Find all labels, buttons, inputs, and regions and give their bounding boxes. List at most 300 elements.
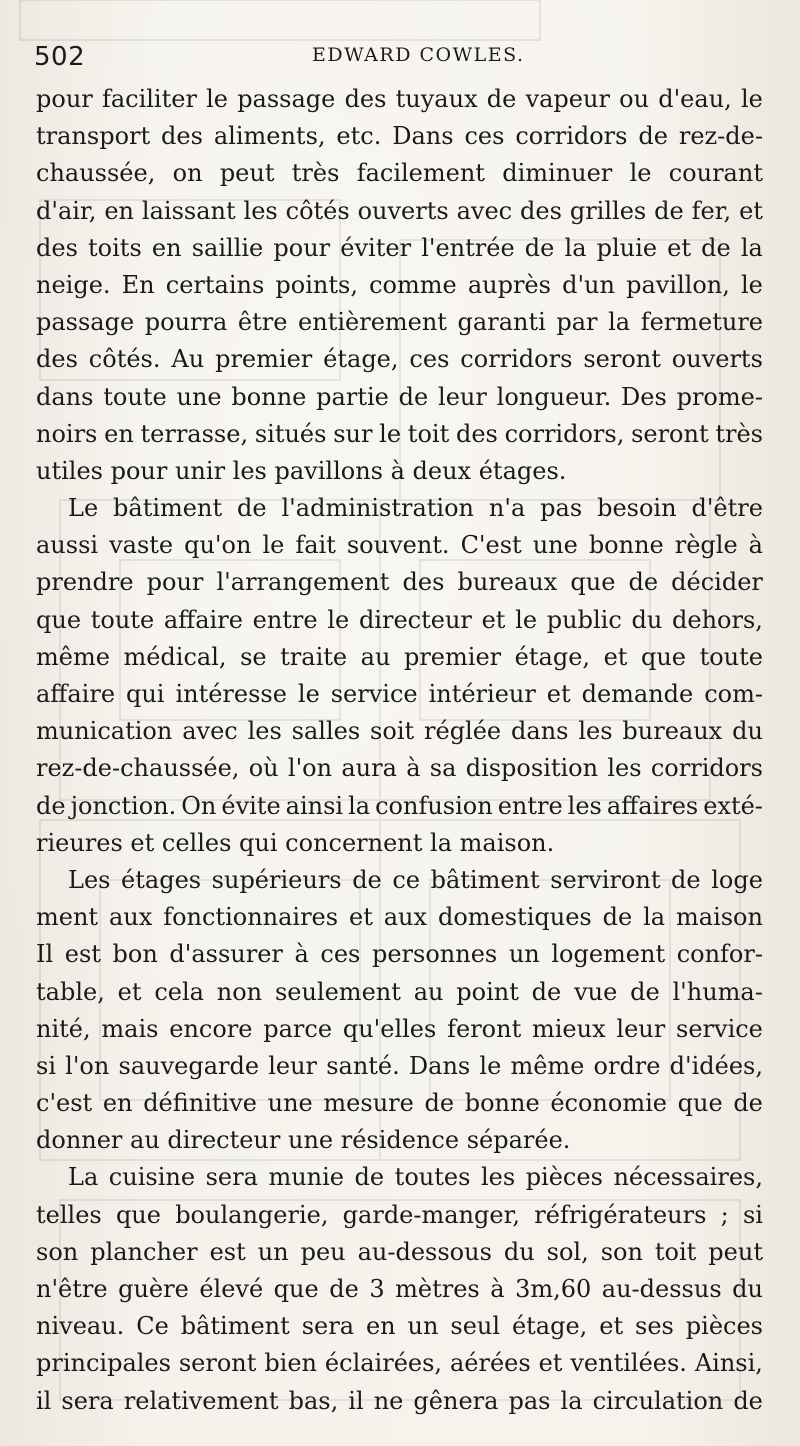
word: bâtiment (113, 494, 223, 523)
word: les (480, 1163, 516, 1192)
word: son (600, 1237, 643, 1266)
word: Ainsi, (694, 1349, 763, 1378)
word: le (327, 605, 350, 634)
word: du (631, 605, 663, 634)
text-line (36, 899, 763, 936)
word: si (742, 1200, 763, 1229)
word: étage, (514, 642, 591, 671)
word: la (643, 903, 666, 932)
word: se (240, 642, 267, 671)
text-line (36, 974, 763, 1011)
word: sera (301, 1312, 355, 1341)
word: cuisine (108, 1163, 196, 1192)
word: pluie (596, 233, 658, 262)
text-line (36, 1271, 763, 1308)
word: en (365, 1312, 396, 1341)
text-line (36, 1234, 763, 1271)
word: c'est (36, 1089, 93, 1118)
word: du (732, 717, 763, 746)
word: l'entrée (421, 233, 515, 262)
word: toits (88, 233, 142, 262)
word: directeur (358, 605, 472, 634)
word: très (291, 159, 340, 188)
word: ouverts (357, 196, 449, 225)
word: guère (118, 1275, 189, 1303)
word: la (560, 1386, 583, 1415)
page-number: 502 (34, 42, 86, 72)
word: entièrement (298, 308, 447, 337)
text-line (36, 490, 763, 527)
word: munie (268, 1163, 344, 1192)
word: de (701, 233, 731, 262)
word: et (739, 196, 763, 225)
word: rez-de-chaussée, (36, 754, 240, 783)
word: toute (90, 605, 155, 634)
word: etc. (336, 122, 382, 151)
word: prome- (676, 382, 763, 411)
word: que (570, 568, 616, 597)
word: que (273, 1275, 319, 1303)
word: partie (316, 382, 389, 411)
word: seront (631, 419, 709, 448)
word: public (546, 605, 622, 634)
word: sol, (546, 1237, 589, 1266)
word: de (36, 791, 66, 820)
word: bien (264, 1349, 318, 1378)
word: de (329, 1275, 359, 1303)
word: pourra (144, 308, 228, 337)
word: de (733, 1089, 763, 1118)
word: à (490, 1275, 505, 1303)
word: le (629, 159, 652, 188)
word: par (556, 308, 598, 337)
word: au (360, 642, 391, 671)
word: le (379, 419, 402, 448)
word: premier (403, 642, 502, 671)
text-line (36, 602, 763, 639)
word: transport (36, 122, 151, 151)
word: un (407, 1312, 439, 1341)
word: du (503, 1237, 535, 1266)
word: ainsi (285, 791, 344, 820)
text-line (36, 1159, 763, 1196)
word: munication (36, 717, 173, 746)
word: est (209, 1237, 246, 1266)
word: de (524, 233, 555, 262)
word: Des (621, 382, 667, 411)
word: La (68, 1163, 99, 1192)
word: des (344, 85, 387, 113)
text-line (36, 1308, 763, 1345)
word: longueur. (496, 382, 612, 411)
word: dans (36, 382, 94, 411)
word: pièces (685, 1312, 763, 1341)
word: cela (154, 977, 204, 1006)
text-line (36, 862, 763, 899)
word: pas (540, 494, 583, 523)
word: décider (671, 568, 763, 597)
word: l'on (65, 1051, 110, 1080)
word: en (104, 419, 134, 448)
word: de (602, 903, 633, 932)
word: pour (273, 233, 331, 262)
word: vaste (109, 531, 174, 560)
word: principales (36, 1349, 171, 1378)
word: fermeture (640, 308, 763, 337)
word: points, (275, 270, 358, 299)
word: n'être (36, 1275, 108, 1303)
word: ne (373, 1386, 404, 1415)
word: des (36, 345, 78, 374)
word: intérieur (428, 680, 536, 708)
word: ventilées. (570, 1349, 687, 1378)
text-line (36, 1085, 763, 1122)
word: 3 (369, 1275, 385, 1303)
word: tuyaux (395, 85, 478, 113)
word: bonne (464, 1089, 540, 1118)
word: les (243, 196, 278, 225)
word: d'assurer (169, 940, 283, 969)
word: ordre (593, 1051, 661, 1080)
word: diminuer (502, 159, 613, 188)
word: bonne (231, 382, 307, 411)
word: toute (103, 382, 167, 411)
word: sera (61, 1386, 114, 1415)
word: grilles (569, 196, 647, 225)
word: fait (295, 531, 336, 560)
word: un (508, 940, 540, 969)
word: bâtiment (430, 865, 540, 894)
word: supérieurs (211, 865, 342, 894)
text-line: rieures et celles qui concernent la maison. (36, 828, 555, 857)
word: des (455, 419, 498, 448)
word: même (510, 1051, 585, 1080)
word: bureaux (457, 568, 558, 597)
word: et (603, 642, 628, 671)
word: mais (101, 1014, 159, 1043)
word: seulement (274, 977, 401, 1006)
word: Ce (136, 1312, 169, 1341)
word: 3m,60 (515, 1275, 592, 1303)
word: affaire (36, 680, 116, 708)
word: leur (616, 1014, 666, 1043)
word: une (176, 382, 222, 411)
word: feront (447, 1014, 522, 1043)
text-line (36, 193, 763, 230)
word: et (538, 1349, 563, 1378)
text-line (36, 341, 763, 378)
word: réfrigérateurs (534, 1200, 707, 1229)
word: une (532, 531, 578, 560)
word: ce (392, 865, 420, 894)
text-line (36, 304, 763, 341)
word: éviter (340, 233, 412, 262)
text-line (36, 639, 763, 676)
word: l'huma- (672, 977, 763, 1006)
word: courant (668, 159, 763, 188)
word: l'arrangement (216, 568, 390, 597)
word: seront (178, 1349, 257, 1378)
word: et (348, 903, 373, 932)
text-line (36, 155, 763, 192)
text-line (36, 267, 763, 304)
word: de (628, 568, 659, 597)
word: son (36, 1237, 79, 1266)
word: corridors (515, 122, 628, 151)
word: telles (36, 1200, 102, 1229)
word: dans (511, 717, 569, 746)
text-line (36, 676, 763, 713)
word: dehors, (672, 605, 763, 634)
word: Au (171, 345, 205, 374)
word: vue (574, 977, 618, 1006)
word: au (413, 977, 444, 1006)
word: auprès (467, 270, 551, 299)
word: définitive (143, 1089, 257, 1118)
word: confor- (676, 940, 763, 969)
word: à (406, 754, 421, 783)
word: l'administration (281, 494, 474, 523)
word: boulangerie, (175, 1200, 329, 1229)
text-line: donner au directeur une résidence séparée. (36, 1126, 571, 1155)
word: ces (464, 122, 505, 151)
word: serviront (550, 865, 661, 894)
word: d'eau, (658, 85, 732, 113)
word: affaire (163, 605, 243, 634)
word: santé. (326, 1051, 400, 1080)
text-line (36, 416, 763, 453)
word: relativement (123, 1386, 279, 1415)
word: de (654, 196, 684, 225)
page-header (34, 40, 764, 74)
word: et (599, 1312, 624, 1341)
body-text (36, 81, 763, 1420)
running-head: EDWARD COWLES. (312, 44, 525, 66)
word: neige. (36, 270, 111, 299)
word: entre (252, 605, 318, 634)
word: d'air, (36, 196, 97, 225)
word: toutes (394, 1163, 471, 1192)
word: Le (68, 494, 99, 523)
word: comme (369, 270, 457, 299)
word: facilement (356, 159, 485, 188)
word: situés (254, 419, 327, 448)
word: nité, (36, 1014, 91, 1043)
word: un (257, 1237, 289, 1266)
word: exté- (703, 791, 763, 820)
word: que (677, 1089, 723, 1118)
word: éclairées, (324, 1349, 443, 1378)
word: seront (583, 345, 661, 374)
word: aussi (36, 531, 99, 560)
text-line (36, 1345, 763, 1382)
word: qui (125, 680, 165, 708)
word: pour (36, 85, 93, 113)
text-line (36, 230, 763, 267)
word: pièces (525, 1163, 603, 1192)
word: même (36, 642, 110, 671)
word: disposition (465, 754, 599, 783)
word: maison (676, 903, 763, 932)
word: loge (711, 865, 763, 894)
word: jonction. (70, 791, 177, 820)
word: les (567, 791, 602, 820)
text-line (36, 750, 763, 787)
word: la (740, 233, 763, 262)
word: évite (221, 791, 281, 820)
word: Il (36, 940, 54, 969)
word: une (267, 1089, 313, 1118)
word: qu'elles (342, 1014, 437, 1043)
word: il (36, 1386, 52, 1415)
word: toit (654, 1237, 697, 1266)
word: fer, (691, 196, 732, 225)
word: n'a (488, 494, 526, 523)
word: corridors (650, 754, 763, 783)
word: où (248, 754, 279, 783)
text-line (36, 81, 763, 118)
word: et (667, 233, 692, 262)
word: de (733, 1386, 763, 1415)
word: des (402, 568, 445, 597)
word: domestiques (437, 903, 592, 932)
word: bonne (588, 531, 664, 560)
word: la (564, 233, 587, 262)
word: faciliter (101, 85, 197, 113)
word: d'un (562, 270, 615, 299)
word: prendre (36, 568, 134, 597)
word: à (748, 531, 763, 560)
word: au-dessus (601, 1275, 722, 1303)
word: le (741, 270, 763, 299)
word: on (172, 159, 203, 188)
word: intéresse (175, 680, 287, 708)
text-line (36, 1383, 763, 1420)
word: confusion (375, 791, 493, 820)
word: des (36, 233, 78, 262)
word: affaires (606, 791, 699, 820)
word: d'être (691, 494, 763, 523)
word: pour (146, 568, 204, 597)
word: Dans (392, 122, 454, 151)
word: au-dessous (357, 1237, 492, 1266)
word: traite (280, 642, 348, 671)
text-line (36, 564, 763, 601)
word: ouverts (671, 345, 763, 374)
word: toute (699, 642, 763, 671)
word: chaussée, (36, 159, 156, 188)
word: très (715, 419, 763, 448)
word: la (348, 791, 371, 820)
word: est (64, 940, 101, 969)
word: En (121, 270, 155, 299)
word: besoin (597, 494, 677, 523)
text-line (36, 936, 763, 973)
word: de (237, 494, 267, 523)
word: élevé (199, 1275, 264, 1303)
word: niveau. (36, 1312, 125, 1341)
word: C'est (460, 531, 522, 560)
word: nécessaires, (613, 1163, 763, 1192)
word: de (638, 122, 668, 151)
word: aérées (449, 1349, 531, 1378)
word: le (262, 531, 285, 560)
word: qu'on (184, 531, 252, 560)
word: encore (169, 1014, 253, 1043)
word: aux (108, 903, 153, 932)
word: si (36, 1051, 56, 1080)
word: vapeur (525, 85, 610, 113)
word: service (676, 1014, 763, 1043)
word: garde-manger, (342, 1200, 521, 1229)
word: de (671, 865, 701, 894)
word: médical, (123, 642, 227, 671)
word: du (732, 1275, 763, 1303)
word: étage, (323, 345, 399, 374)
word: parce (263, 1014, 333, 1043)
word: com- (704, 680, 763, 708)
word: souvent. (346, 531, 450, 560)
word: salles (291, 717, 361, 746)
word: sa (429, 754, 457, 783)
word: non (216, 977, 263, 1006)
word: que (115, 1200, 161, 1229)
word: On (181, 791, 217, 820)
word: le (206, 85, 228, 113)
word: service (330, 680, 418, 708)
word: côtés. (88, 345, 161, 374)
word: sur (333, 419, 373, 448)
word: de (398, 382, 429, 411)
word: pas (508, 1386, 551, 1415)
text-line (36, 118, 763, 155)
word: réglée (424, 717, 502, 746)
word: corridors (460, 345, 573, 374)
word: ment (36, 903, 99, 932)
word: soit (370, 717, 415, 746)
word: en (151, 233, 182, 262)
word: aliments, (213, 122, 326, 151)
text-line (36, 379, 763, 416)
text-line (36, 713, 763, 750)
text-line (36, 527, 763, 564)
word: étage, (511, 1312, 588, 1341)
word: point (456, 977, 519, 1006)
word: sera (205, 1163, 258, 1192)
word: Dans (408, 1051, 471, 1080)
word: l'on (287, 754, 333, 783)
word: leur (268, 1051, 318, 1080)
word: le (297, 680, 320, 708)
word: la (608, 308, 631, 337)
word: bas, (288, 1386, 339, 1415)
word: leur (438, 382, 487, 411)
word: et (117, 977, 142, 1006)
word: bon (112, 940, 158, 969)
word: fonctionnaires (163, 903, 339, 932)
word: et (481, 605, 506, 634)
word: personnes (371, 940, 498, 969)
word: aura (341, 754, 397, 783)
word: seul (450, 1312, 501, 1341)
word: et (546, 680, 571, 708)
word: demande (581, 680, 694, 708)
word: passage (36, 308, 135, 337)
word: garanti (457, 308, 546, 337)
word: ses (635, 1312, 674, 1341)
text-line (36, 1048, 763, 1085)
word: bâtiment (180, 1312, 290, 1341)
